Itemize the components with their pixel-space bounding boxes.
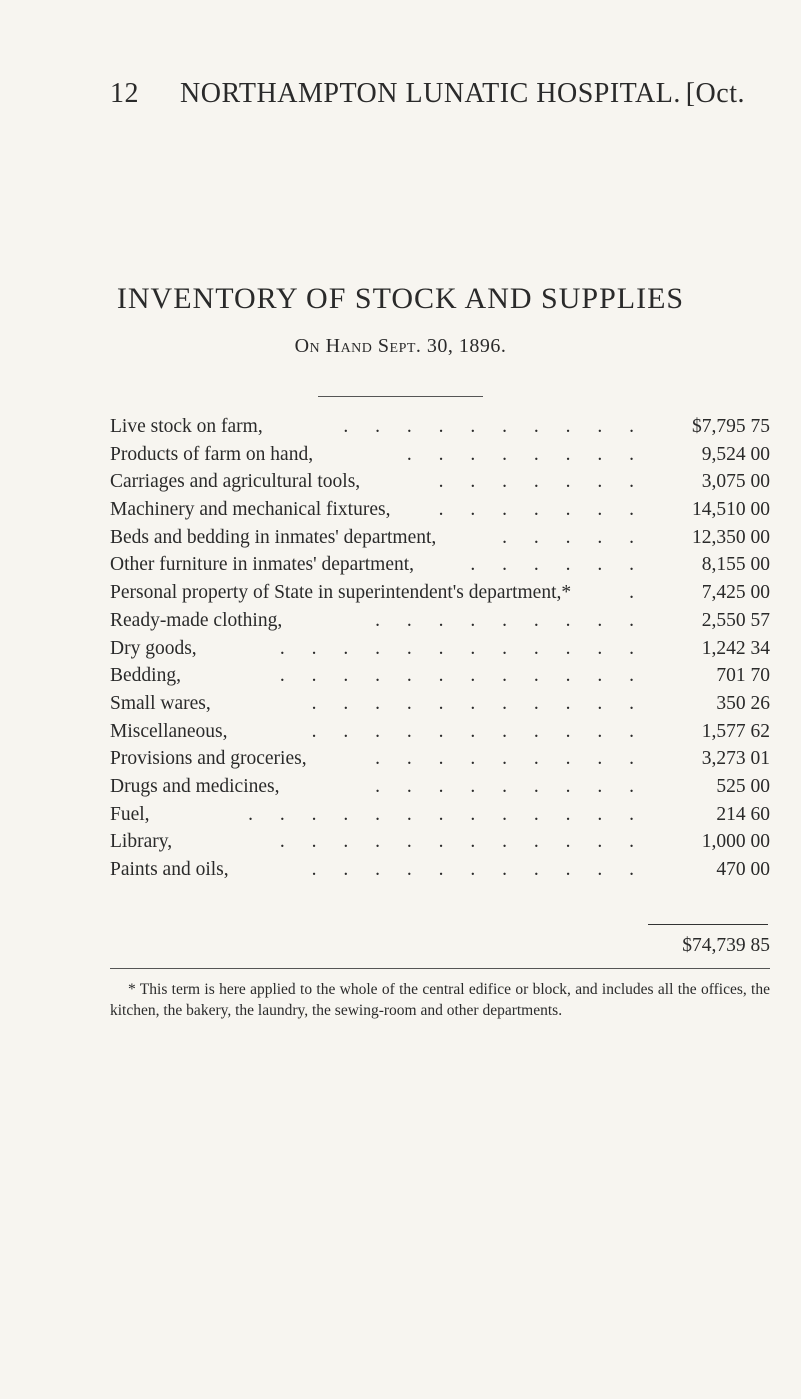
- item-leader: . . . . . . . . . . .: [311, 859, 645, 880]
- item-amount: 7,425 00: [701, 582, 770, 604]
- item-amount: 8,155 00: [701, 554, 770, 576]
- list-item: [110, 828, 770, 856]
- list-item: [110, 773, 770, 801]
- item-leader: . . . . . . . . . . .: [311, 692, 645, 714]
- item-leader: . . . . . . . . . . . .: [279, 831, 645, 853]
- page-number: 12: [110, 78, 139, 109]
- item-amount: 214 60: [716, 803, 770, 825]
- item-amount: 1,577 62: [701, 720, 770, 742]
- list-item: [110, 856, 770, 884]
- item-leader: . . . . . . . . .: [375, 775, 645, 797]
- item-label: Machinery and mechanical fixtures,: [110, 496, 396, 524]
- item-amount: 14,510 00: [692, 499, 770, 521]
- page-subtitle: [0, 335, 801, 358]
- item-leader: . . . . . . . . . . .: [311, 720, 645, 742]
- item-amount: 1,000 00: [701, 831, 770, 853]
- item-leader: . . . . . . . . . . . .: [279, 637, 645, 659]
- inventory-list: [110, 413, 770, 884]
- list-item: [110, 468, 770, 496]
- item-amount: 3,273 01: [701, 748, 770, 770]
- item-label: Bedding,: [110, 662, 187, 690]
- subtitle-text: On Hand Sept. 30, 1896.: [294, 335, 507, 357]
- item-label: Products of farm on hand,: [110, 441, 319, 469]
- list-item: [110, 718, 770, 746]
- item-label: Personal property of State in superintendent's department,*: [110, 579, 577, 607]
- item-label: Library,: [110, 828, 178, 856]
- item-label: Paints and oils,: [110, 856, 235, 884]
- list-item: [110, 413, 770, 441]
- item-label: Live stock on farm,: [110, 413, 269, 441]
- item-leader: . . . . . . . . . . . .: [279, 665, 645, 687]
- item-leader: . . . . . . .: [438, 499, 645, 521]
- inventory-total: $74,739 85: [682, 935, 770, 956]
- item-leader: .: [629, 582, 645, 604]
- item-amount: 9,524 00: [701, 443, 770, 465]
- item-amount: 1,242 34: [701, 637, 770, 659]
- total-rule: [648, 924, 768, 925]
- item-leader: . . . . . . . . . .: [343, 416, 645, 437]
- item-label: Provisions and groceries,: [110, 745, 313, 773]
- list-item: [110, 662, 770, 690]
- footnote: * This term is here applied to the whole of the central edifice or block, and includes all the offices, the kitchen, the bakery, the laundry, the sewing-room and other departments.: [110, 981, 770, 1019]
- list-item: [110, 801, 770, 829]
- footnote-rule: [110, 968, 770, 969]
- item-amount: 701 70: [716, 665, 770, 687]
- running-head: [110, 78, 745, 114]
- item-leader: . . . . . .: [470, 554, 645, 576]
- item-amount: 2,550 57: [701, 609, 770, 631]
- item-leader: . . . . . . . .: [406, 443, 645, 465]
- item-leader: . . . . . . .: [438, 471, 645, 493]
- item-label: Small wares,: [110, 690, 217, 718]
- item-label: Dry goods,: [110, 635, 203, 663]
- item-amount: 350 26: [716, 692, 770, 714]
- running-date: [Oct.: [685, 78, 745, 109]
- item-label: Miscellaneous,: [110, 718, 234, 746]
- item-label: Drugs and medicines,: [110, 773, 286, 801]
- item-label: Fuel,: [110, 801, 156, 829]
- item-amount: 3,075 00: [701, 471, 770, 493]
- item-amount: $7,795 75: [692, 416, 770, 437]
- item-amount: 525 00: [716, 775, 770, 797]
- item-leader: . . . . . . . . .: [375, 748, 645, 770]
- list-item: [110, 441, 770, 469]
- item-label: Ready-made clothing,: [110, 607, 288, 635]
- item-leader: . . . . .: [502, 526, 645, 548]
- item-amount: 470 00: [716, 859, 770, 880]
- list-item: [110, 607, 770, 635]
- list-item: [110, 579, 770, 607]
- item-label: Beds and bedding in inmates' department,: [110, 524, 442, 552]
- running-title: NORTHAMPTON LUNATIC HOSPITAL.: [180, 78, 681, 109]
- list-item: [110, 524, 770, 552]
- item-label: Carriages and agricultural tools,: [110, 468, 366, 496]
- page-title: INVENTORY OF STOCK AND SUPPLIES: [116, 282, 685, 315]
- list-item: [110, 496, 770, 524]
- title-rule: [318, 396, 483, 397]
- item-leader: . . . . . . . . . . . . .: [248, 803, 645, 825]
- list-item: [110, 690, 770, 718]
- list-item: [110, 635, 770, 663]
- item-amount: 12,350 00: [692, 526, 770, 548]
- list-item: [110, 745, 770, 773]
- list-item: [110, 551, 770, 579]
- item-leader: . . . . . . . . .: [375, 609, 645, 631]
- item-label: Other furniture in inmates' department,: [110, 551, 420, 579]
